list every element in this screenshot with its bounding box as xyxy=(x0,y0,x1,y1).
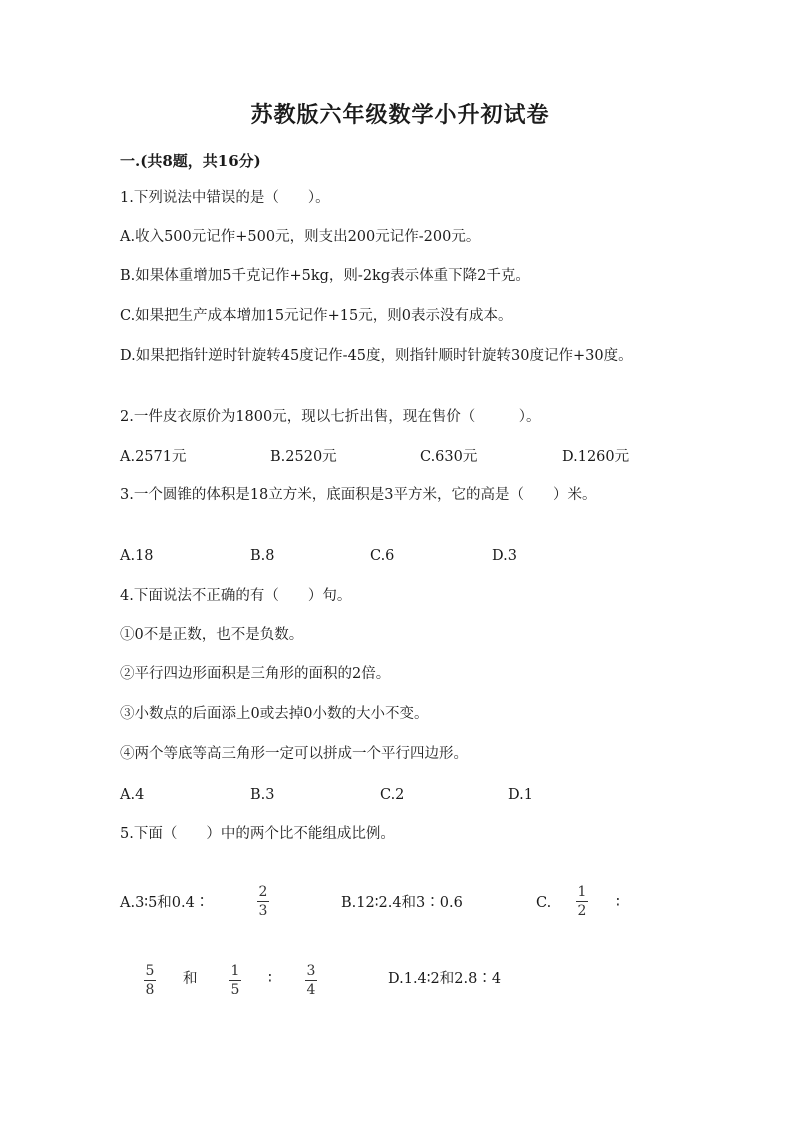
question-5-option-c-fraction-2 xyxy=(144,963,156,998)
question-5-stem: 5.下面（ ）中的两个比不能组成比例。 xyxy=(120,826,395,842)
question-4-statement-1: ①0不是正数，也不是负数。 xyxy=(120,627,304,643)
question-4-option-d: D.1 xyxy=(508,787,533,803)
question-1-stem: 1.下列说法中错误的是（ ）。 xyxy=(120,190,330,206)
fraction-bar xyxy=(257,901,269,902)
question-5-option-c-label: C. xyxy=(536,895,552,911)
question-5-option-a-text: A.3∶5和0.4∶ xyxy=(120,895,210,911)
fraction-denominator: 8 xyxy=(145,982,155,998)
question-4-option-a: A.4 xyxy=(120,787,145,803)
question-4-stem: 4.下面说法不正确的有（ ）句。 xyxy=(120,588,352,604)
page-title: 苏教版六年级数学小升初试卷 xyxy=(250,102,550,128)
question-5-option-a-fraction xyxy=(257,884,269,919)
ratio-colon: ∶ xyxy=(268,971,272,987)
fraction-bar xyxy=(229,980,241,981)
question-3-stem: 3.一个圆锥的体积是18立方米，底面积是3平方米，它的高是（ ）米。 xyxy=(120,487,597,503)
question-4-statement-2: ②平行四边形面积是三角形的面积的2倍。 xyxy=(120,666,391,682)
fraction-bar xyxy=(305,980,317,981)
question-1-option-a: A.收入500元记作+500元，则支出200元记作-200元。 xyxy=(120,229,481,245)
ratio-colon: ∶ xyxy=(616,895,620,911)
question-3-option-a: A.18 xyxy=(120,548,154,564)
question-5-option-b: B.12∶2.4和3∶0.6 xyxy=(341,895,463,911)
question-1-option-d: D.如果把指针逆时针旋转45度记作-45度，则指针顺时针旋转30度记作+30度。 xyxy=(120,348,633,364)
and-word: 和 xyxy=(183,971,198,987)
question-5-option-c-fraction-3 xyxy=(229,963,241,998)
fraction-bar xyxy=(144,980,156,981)
section-header: 一.(共8题，共16分) xyxy=(120,152,261,170)
question-2-option-c: C.630元 xyxy=(420,449,478,465)
question-4-statement-3: ③小数点的后面添上0或去掉0小数的大小不变。 xyxy=(120,706,429,722)
question-2-option-d: D.1260元 xyxy=(562,449,630,465)
fraction-denominator: 5 xyxy=(230,982,240,998)
question-4-option-c: C.2 xyxy=(380,787,405,803)
question-3-option-d: D.3 xyxy=(492,548,517,564)
question-3-option-c: C.6 xyxy=(370,548,395,564)
fraction-numerator: 2 xyxy=(258,884,268,900)
question-5-option-c-fraction-1 xyxy=(576,884,588,919)
fraction-numerator: 5 xyxy=(145,963,155,979)
fraction-numerator: 3 xyxy=(306,963,316,979)
question-1-option-b: B.如果体重增加5千克记作+5kg，则-2kg表示体重下降2千克。 xyxy=(120,268,530,284)
question-2-stem: 2.一件皮衣原价为1800元，现以七折出售，现在售价（ ）。 xyxy=(120,409,541,425)
fraction-numerator: 1 xyxy=(577,884,587,900)
fraction-denominator: 2 xyxy=(577,903,587,919)
question-1-option-c: C.如果把生产成本增加15元记作+15元，则0表示没有成本。 xyxy=(120,308,513,324)
fraction-bar xyxy=(576,901,588,902)
question-2-option-a: A.2571元 xyxy=(120,449,187,465)
question-4-statement-4: ④两个等底等高三角形一定可以拼成一个平行四边形。 xyxy=(120,746,468,762)
fraction-denominator: 4 xyxy=(306,982,316,998)
fraction-numerator: 1 xyxy=(230,963,240,979)
question-2-option-b: B.2520元 xyxy=(270,449,337,465)
question-4-option-b: B.3 xyxy=(250,787,275,803)
question-5-option-d: D.1.4∶2和2.8∶4 xyxy=(388,971,502,987)
fraction-denominator: 3 xyxy=(258,903,268,919)
question-5-option-c-fraction-4 xyxy=(305,963,317,998)
question-3-option-b: B.8 xyxy=(250,548,275,564)
